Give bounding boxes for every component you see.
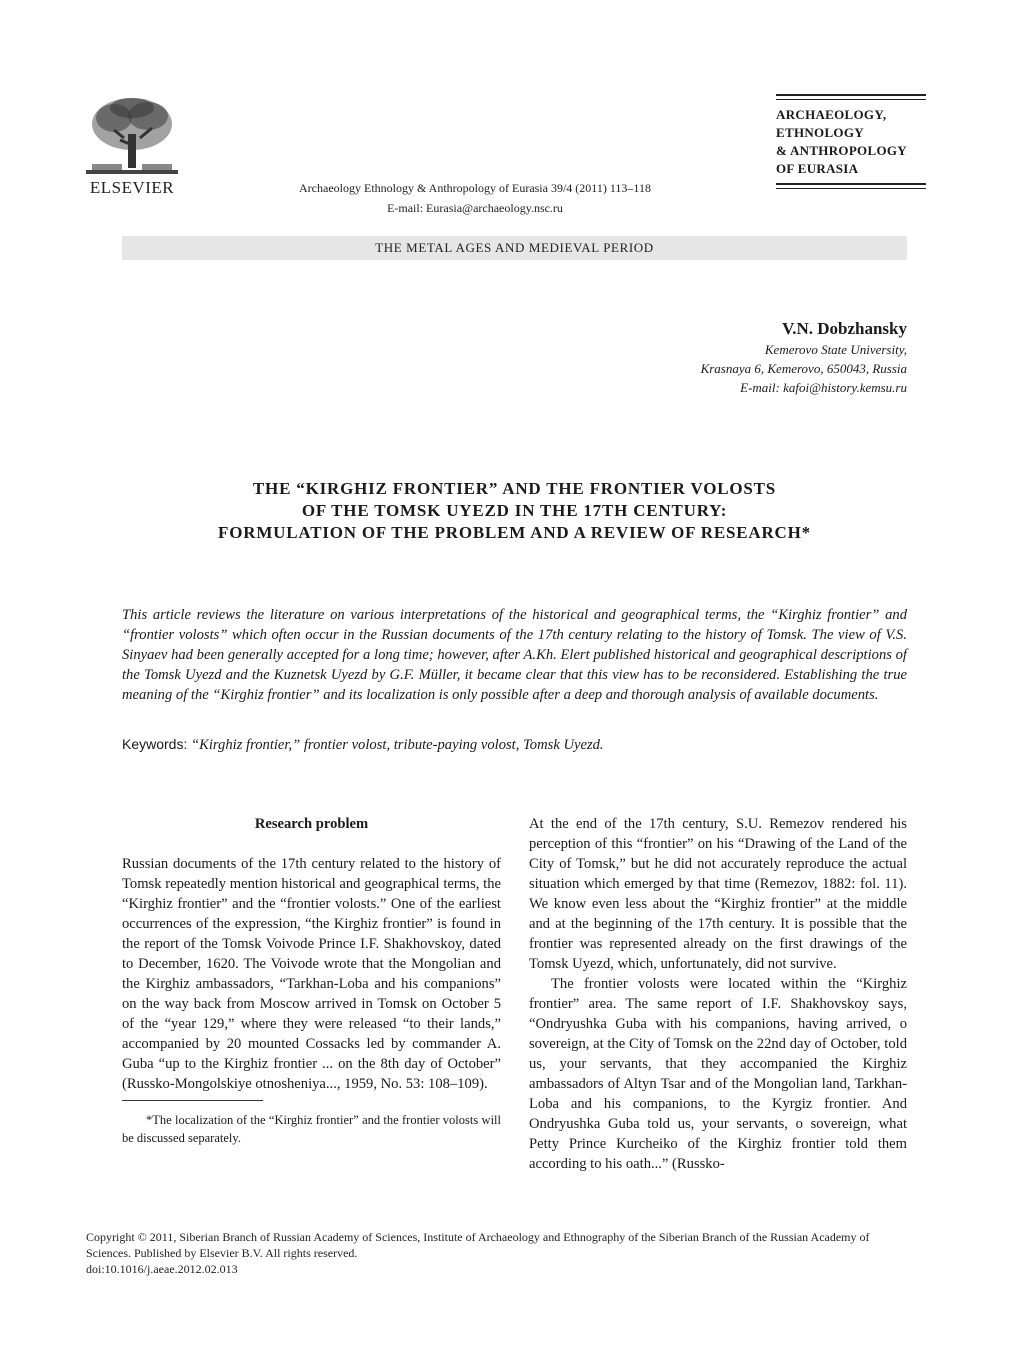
author-email: E-mail: kafoi@history.kemsu.ru [740,380,907,395]
section-banner: THE METAL AGES AND MEDIEVAL PERIOD [122,236,907,260]
copyright-text: Copyright © 2011, Siberian Branch of Russian Academy of Sciences, Institute of Archaeology and Ethnography of the Siberian Branch of the Russian Academy of Sciences. Published by Elsevier B.V. All rights reserved. [86,1230,870,1260]
brand-rule [776,94,926,96]
brand-line: ETHNOLOGY [776,125,864,140]
journal-brand [776,94,926,189]
title-line: OF THE TOMSK UYEZD IN THE 17TH CENTURY: [301,501,728,520]
keywords [122,734,907,755]
brand-line: ARCHAEOLOGY, [776,107,887,122]
publisher-name: ELSEVIER [89,178,175,197]
footnote: *The localization of the “Kirghiz frontier” and the frontier volosts will be discussed separately. [122,1113,501,1145]
elsevier-tree-icon [84,94,180,178]
brand-rule [776,183,926,185]
keywords-text: “Kirghiz frontier,” frontier volost, tribute-paying volost, Tomsk Uyezd. [191,737,604,753]
left-column [122,814,501,1147]
brand-rule [776,99,926,100]
brand-rule [776,188,926,189]
right-column [529,814,907,1174]
brand-line: OF EURASIA [776,161,859,176]
body-paragraph: At the end of the 17th century, S.U. Remezov rendered his perception of this “frontier” on his “Drawing of the Land of the City of Tomsk,” but he did not accurately reproduce the actual situation which emerged by that time (Remezov, 1882: fol. 11). We know even less about the “Kirghiz frontier” at the middle and at the beginning of the 17th century. It is possible that the frontier was represented already on the first drawings of the Tomsk Uyezd, which, unfortunately, did not survive. [529,816,907,972]
body-paragraph: The frontier volosts were located within the “Kirghiz frontier” area. The same report of I.F. Shakhovskoy says, “Ondryushka Guba with his companions, having arrived, o sovereign, at the City of Tomsk on the 22nd day of October, told us, your servants, that they accompanied the Kirghiz ambassadors of Altyn Tsar and of the Mongolian land, Tarkhan-Loba and his companions, to the Kyrgiz frontier. And Ondryushka Guba told us, your servants, o sovereign, what Petty Prince Kurcheiko of the Kirghiz frontier told them according to his oath...” (Russko- [529,976,907,1172]
author-name: V.N. Dobzhansky [782,319,907,338]
brand-line: & ANTHROPOLOGY [776,143,907,158]
body-paragraph: Russian documents of the 17th century related to the history of Tomsk repeatedly mention historical and geographical terms, the “Kirghiz frontier” and the “frontier volosts.” One of the earliest occurrences of the expression, “the Kirghiz frontier” is found in the report of the Tomsk Voivode Prince I.F. Shakhovskoy, dated to December, 1620. The Voivode wrote that the Mongolian and the Kirghiz ambassadors, “Tarkhan-Loba and his companions” on the way back from Moscow arrived in Tomsk on October 5 of the “year 129,” where they were released “to their lands,” accompanied by 20 mounted Cossacks led by commander A. Guba “up to the Kirghiz frontier ... on the 8th day of October” (Russko-Mongolskiye otnosheniya..., 1959, No. 53: 108–109). [122,856,501,1092]
section-heading: Research problem [254,816,369,832]
title-line: THE “KIRGHIZ FRONTIER” AND THE FRONTIER VOLOSTS [252,479,777,498]
journal-citation: Archaeology Ethnology & Anthropology of Eurasia 39/4 (2011) 113–118 [299,181,651,195]
author-affiliation: Kemerovo State University, [764,342,907,357]
title-line: FORMULATION OF THE PROBLEM AND A REVIEW OF RESEARCH* [218,523,811,542]
article-title [122,478,907,544]
doi: doi:10.1016/j.aeae.2012.02.013 [86,1262,238,1276]
keywords-label: Keywords: [122,736,188,752]
journal-email: E-mail: Eurasia@archaeology.nsc.ru [387,201,563,215]
copyright-block [86,1229,916,1277]
author-block [701,318,907,397]
author-address: Krasnaya 6, Kemerovo, 650043, Russia [700,361,907,376]
footnote-rule [122,1100,263,1101]
elsevier-logo [84,94,180,202]
abstract: This article reviews the literature on various interpretations of the historical and geographical terms, the “Kirghiz frontier” and “frontier volosts” which often occur in the Russian documents of the 17th century relating to the history of Tomsk. The view of V.S. Sinyaev had been generally accepted for a long time; however, after A.Kh. Elert published historical and geographical descriptions of the Tomsk Uyezd and the Kuznetsk Uyezd by G.F. Müller, it became clear that this view has to be reconsidered. Establishing the true meaning of the “Kirghiz frontier” and its localization is only possible after a deep and thorough analysis of available documents. [122,607,907,703]
